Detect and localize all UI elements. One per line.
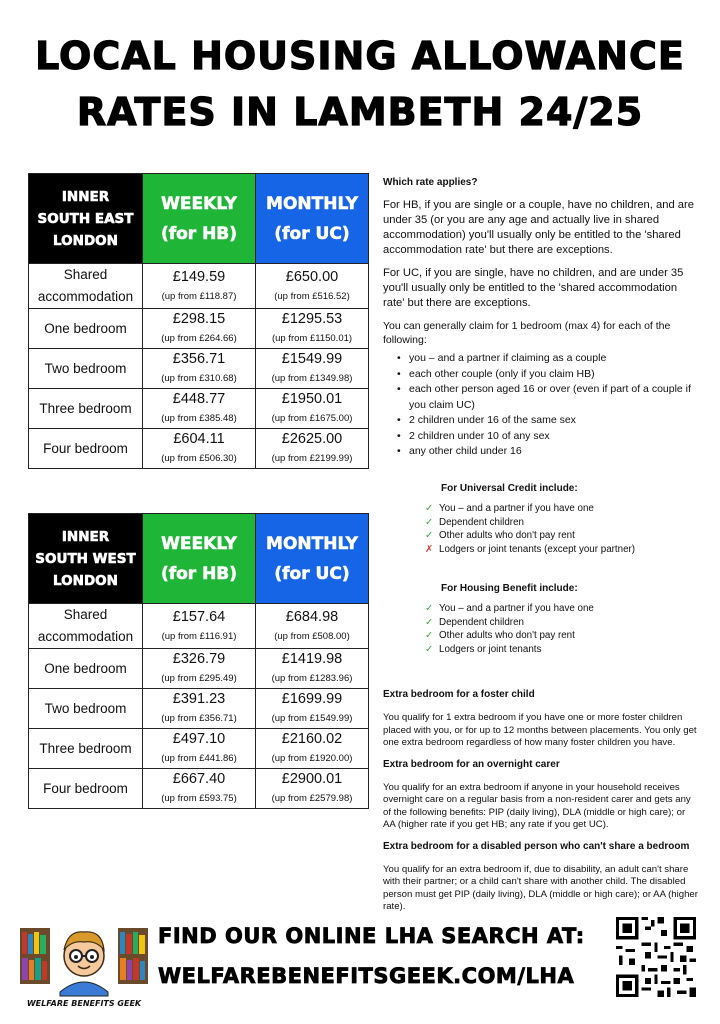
hb-include-list (425, 602, 699, 656)
list-item: ✓ You – and a partner if you have one (425, 503, 594, 514)
rates-table-south-west (28, 513, 369, 809)
check-icon: ✓ (425, 630, 434, 641)
monthly-cell: £1419.98 (up from £1283.96) (256, 649, 369, 689)
extra-bedroom-section (383, 688, 699, 922)
table-row (29, 309, 369, 349)
row-label: Two bedroom (29, 349, 143, 389)
row-label: Three bedroom (29, 729, 143, 769)
which-rate-heading: Which rate applies? (383, 177, 478, 188)
monthly-cell: £2160.02 (up from £1920.00) (256, 729, 369, 769)
list-item: ✓ Lodgers or joint tenants (425, 643, 542, 655)
list-item: ✓ Dependent children (425, 616, 524, 628)
check-icon: ✓ (425, 530, 434, 541)
monthly-cell: £684.98 (up from £508.00) (256, 604, 369, 649)
table-row (29, 429, 369, 469)
cross-icon: ✗ (425, 543, 434, 555)
foster-heading: Extra bedroom for a foster child (383, 689, 535, 700)
weekly-cell: £448.77 (up from £385.48) (143, 389, 256, 429)
monthly-header: MONTHLY (for UC) (256, 174, 369, 264)
uc-paragraph: For UC, if you are single, have no children, and are under 35 you'll usually only be entitled to the 'shared accommodation rate' but there are exceptions. (383, 267, 684, 309)
hb-paragraph: For HB, if you are single or a couple, have no children, and are under 35 (or you are any age and actually live in shared accommodation) you'll usually only be entitled to the 'shared accommodation rate' but there are exceptions. (383, 199, 694, 256)
monthly-cell: £2900.01 (up from £2579.98) (256, 769, 369, 809)
svg-text:WELFARE BENEFITS GEEK: WELFARE BENEFITS GEEK (26, 999, 142, 1008)
row-label: Shared accommodation (29, 264, 143, 309)
monthly-cell: £2625.00 (up from £2199.99) (256, 429, 369, 469)
monthly-header: MONTHLY (for UC) (256, 514, 369, 604)
hb-include-section (383, 582, 699, 656)
rates-info-column (383, 176, 699, 460)
page-title (0, 28, 720, 140)
weekly-cell: £157.64 (up from £116.91) (143, 604, 256, 649)
title-line-1: LOCAL HOUSING ALLOWANCE (35, 34, 685, 78)
table-row (29, 769, 369, 809)
carer-paragraph: You qualify for an extra bedroom if anyone in your household receives overnight care on a regular basis from a non-resident carer and gets any of the following benefits: PIP (daily living), DLA (middle or high care); or AA (higher rate if you get HB; any rate if you get UC). (383, 781, 691, 830)
weekly-cell: £356.71 (up from £310.68) (143, 349, 256, 389)
list-item: • 2 children under 16 of the same sex (397, 413, 699, 429)
weekly-cell: £667.40 (up from £593.75) (143, 769, 256, 809)
row-label: Four bedroom (29, 429, 143, 469)
uc-include-list (425, 502, 699, 556)
weekly-cell: £298.15 (up from £264.66) (143, 309, 256, 349)
weekly-cell: £149.59 (up from £118.87) (143, 264, 256, 309)
bedroom-list (397, 351, 699, 460)
uc-include-heading: For Universal Credit include: (441, 483, 578, 494)
foster-paragraph: You qualify for 1 extra bedroom if you have one or more foster children placed with you, or for up to 12 months between placements. You only get one extra bedroom regardless of how many foster children you have. (383, 712, 697, 748)
area-header: INNER SOUTH WEST LONDON (29, 514, 143, 604)
list-item: ✓ Other adults who don't pay rent (425, 630, 575, 641)
list-item: • each other couple (only if you claim HB) (397, 367, 699, 383)
check-icon: ✓ (425, 643, 434, 655)
rates-table-south-east (28, 173, 369, 469)
carer-heading: Extra bedroom for an overnight carer (383, 758, 560, 770)
list-item: • each other person aged 16 or over (even if part of a couple if you claim UC) (397, 382, 699, 413)
table-row (29, 689, 369, 729)
table-row (29, 264, 369, 309)
disabled-heading: Extra bedroom for a disabled person who can't share a bedroom (383, 840, 690, 852)
row-label: Two bedroom (29, 689, 143, 729)
weekly-header: WEEKLY (for HB) (143, 174, 256, 264)
list-item: • 2 children under 10 of any sex (397, 429, 699, 445)
check-icon: ✓ (425, 503, 434, 514)
row-label: Three bedroom (29, 389, 143, 429)
weekly-cell: £391.23 (up from £356.71) (143, 689, 256, 729)
row-label: Four bedroom (29, 769, 143, 809)
disabled-paragraph: You qualify for an extra bedroom if, due to disability, an adult can't share with their partner; or a child can't share with another child. The disabled person must get PIP (daily living), DLA (middle or high care); or AA (higher rate). (383, 863, 698, 912)
table-row (29, 604, 369, 649)
qr-code-icon[interactable] (616, 917, 696, 997)
monthly-cell: £1549.99 (up from £1349.98) (256, 349, 369, 389)
list-item: • any other child under 16 (397, 444, 699, 460)
table-row (29, 349, 369, 389)
footer-line-1: FIND OUR ONLINE LHA SEARCH AT: (158, 924, 585, 948)
title-line-2: RATES IN LAMBETH 24/25 (76, 90, 644, 134)
geek-logo (20, 922, 148, 1008)
table-row (29, 389, 369, 429)
table-row (29, 729, 369, 769)
check-icon: ✓ (425, 616, 434, 628)
weekly-header: WEEKLY (for HB) (143, 514, 256, 604)
monthly-cell: £1699.99 (up from £1549.99) (256, 689, 369, 729)
uc-include-section (383, 482, 699, 556)
monthly-cell: £1950.01 (up from £1675.00) (256, 389, 369, 429)
weekly-cell: £497.10 (up from £441.86) (143, 729, 256, 769)
hb-include-heading: For Housing Benefit include: (441, 583, 578, 594)
area-header: INNER SOUTH EAST LONDON (29, 174, 143, 264)
list-item: ✗ Lodgers or joint tenants (except your partner) (425, 543, 636, 555)
check-icon: ✓ (425, 603, 434, 614)
row-label: One bedroom (29, 309, 143, 349)
monthly-cell: £650.00 (up from £516.52) (256, 264, 369, 309)
monthly-cell: £1295.53 (up from £1150.01) (256, 309, 369, 349)
list-item: ✓ Other adults who don't pay rent (425, 530, 575, 541)
list-item: ✓ Dependent children (425, 516, 524, 528)
row-label: One bedroom (29, 649, 143, 689)
weekly-cell: £326.79 (up from £295.49) (143, 649, 256, 689)
footer-url[interactable]: WELFAREBENEFITSGEEK.COM/LHA (158, 964, 575, 988)
table-row (29, 649, 369, 689)
list-item: ✓ You – and a partner if you have one (425, 603, 594, 614)
check-icon: ✓ (425, 516, 434, 528)
list-item: • you – and a partner if claiming as a couple (397, 351, 699, 367)
weekly-cell: £604.11 (up from £506.30) (143, 429, 256, 469)
row-label: Shared accommodation (29, 604, 143, 649)
bedroom-intro: You can generally claim for 1 bedroom (max 4) for each of the following: (383, 320, 671, 346)
